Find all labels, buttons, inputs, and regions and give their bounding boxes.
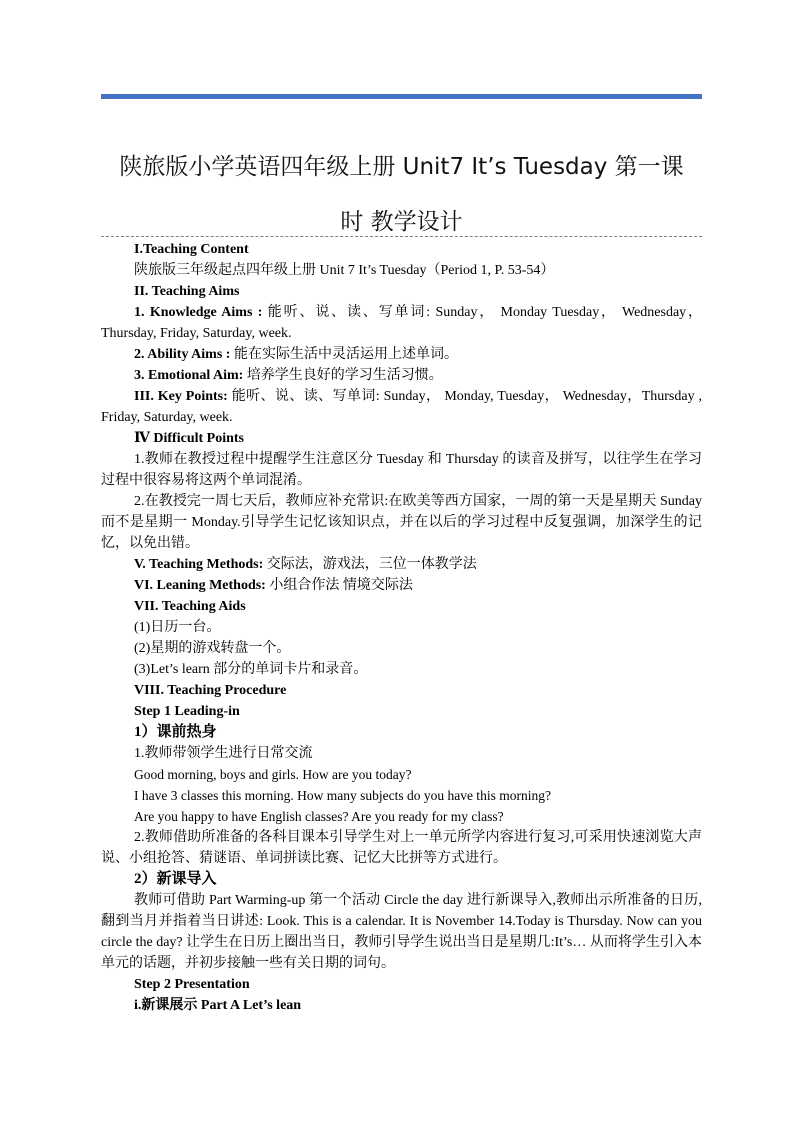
- title-divider: [101, 236, 702, 237]
- difficult-point-1: 1.教师在教授过程中提醒学生注意区分 Tuesday 和 Thursday 的读音及拼写，以往学生在学习过程中很容易将这两个单词混淆。: [101, 452, 702, 488]
- subsection-heading: i.新课展示 Part A Let’s lean: [134, 998, 302, 1013]
- key-points-text: 能听、说、读、写单词: Sunday， Monday, Tuesday， Wednesday，Thursday , Friday, Saturday, week.: [101, 389, 702, 425]
- aim-emotional: [101, 365, 702, 386]
- leaning-methods: [101, 575, 702, 596]
- section-heading-content: I.Teaching Content: [134, 242, 249, 257]
- step-heading: Step 1 Leading-in: [134, 704, 240, 719]
- key-points: [101, 386, 702, 428]
- header-rule: [101, 94, 702, 99]
- document-body: [101, 239, 702, 1016]
- section-heading-aids: VII. Teaching Aids: [134, 599, 246, 614]
- dialogue-line: I have 3 classes this morning. How many subjects do you have this morning?: [134, 788, 551, 803]
- aim-ability-text: 能在实际生活中灵活运用上述单词。: [230, 347, 458, 362]
- teaching-methods-text: 交际法，游戏法，三位一体教学法: [263, 557, 477, 572]
- aim-ability-label: 2. Ability Aims :: [134, 347, 231, 362]
- key-points-label: III. Key Points:: [134, 389, 228, 404]
- subsection-heading: 1）课前热身: [134, 724, 217, 740]
- document-title-line2: 时 教学设计: [340, 209, 463, 235]
- aim-emotional-label: 3. Emotional Aim:: [134, 368, 244, 383]
- procedure-text: 1.教师带领学生进行日常交流: [134, 746, 313, 761]
- aid-item: (2)星期的游戏转盘一个。: [134, 641, 291, 656]
- section-heading-difficult: Ⅳ Difficult Points: [134, 431, 244, 446]
- section-heading-procedure: VIII. Teaching Procedure: [134, 683, 287, 698]
- teaching-methods-label: V. Teaching Methods:: [134, 557, 264, 572]
- dialogue-line: Good morning, boys and girls. How are you today?: [134, 767, 412, 782]
- subsection-heading: 2）新课导入: [134, 871, 217, 887]
- aim-knowledge-label: 1. Knowledge Aims :: [134, 305, 263, 320]
- aid-item: (1)日历一台。: [134, 620, 221, 635]
- aim-ability: [101, 344, 702, 365]
- procedure-text: 2.教师借助所准备的各科目课本引导学生对上一单元所学内容进行复习,可采用快速浏览大声说、小组抢答、猜谜语、单词拼读比赛、记忆大比拼等方式进行。: [101, 830, 702, 866]
- step-heading: Step 2 Presentation: [134, 977, 250, 992]
- document-title-line1: 陕旅版小学英语四年级上册 Unit7 It’s Tuesday 第一课: [119, 154, 684, 180]
- teaching-methods: [101, 554, 702, 575]
- aid-item: (3)Let’s learn 部分的单词卡片和录音。: [134, 662, 368, 677]
- procedure-text: 教师可借助 Part Warming-up 第一个活动 Circle the day 进行新课导入,教师出示所准备的日历,翻到当月并指着当日讲述: Look. This is a calendar. It is November 14.Today is Thursday. Now can you circle the day? 让学生在日历上圈出当日，教师引导学生说出当日是星期几:It’s… 从而将学生引入本单元的话题，并初步接触一些有关日期的词句。: [101, 893, 702, 971]
- aim-knowledge: [101, 302, 702, 344]
- dialogue-line: Are you happy to have English classes? Are you ready for my class?: [134, 809, 504, 824]
- difficult-point-2: 2.在教授完一周七天后，教师应补充常识:在欧美等西方国家，一周的第一天是星期天 Sunday 而不是星期一 Monday.引导学生记忆该知识点，并在以后的学习过程中反复强调，加深学生的记忆，以免出错。: [101, 494, 702, 551]
- leaning-methods-label: VI. Leaning Methods:: [134, 578, 266, 593]
- aim-emotional-text: 培养学生良好的学习生活习惯。: [243, 368, 443, 383]
- section-heading-aims: II. Teaching Aims: [134, 284, 240, 299]
- leaning-methods-text: 小组合作法 情境交际法: [265, 578, 413, 593]
- aim-knowledge-text: 能听、说、读、写单词: Sunday， Monday Tuesday， Wednesday，Thursday, Friday, Saturday, week.: [101, 305, 703, 341]
- content-text: 陕旅版三年级起点四年级上册 Unit 7 It’s Tuesday（Period 1, P. 53-54）: [134, 263, 555, 278]
